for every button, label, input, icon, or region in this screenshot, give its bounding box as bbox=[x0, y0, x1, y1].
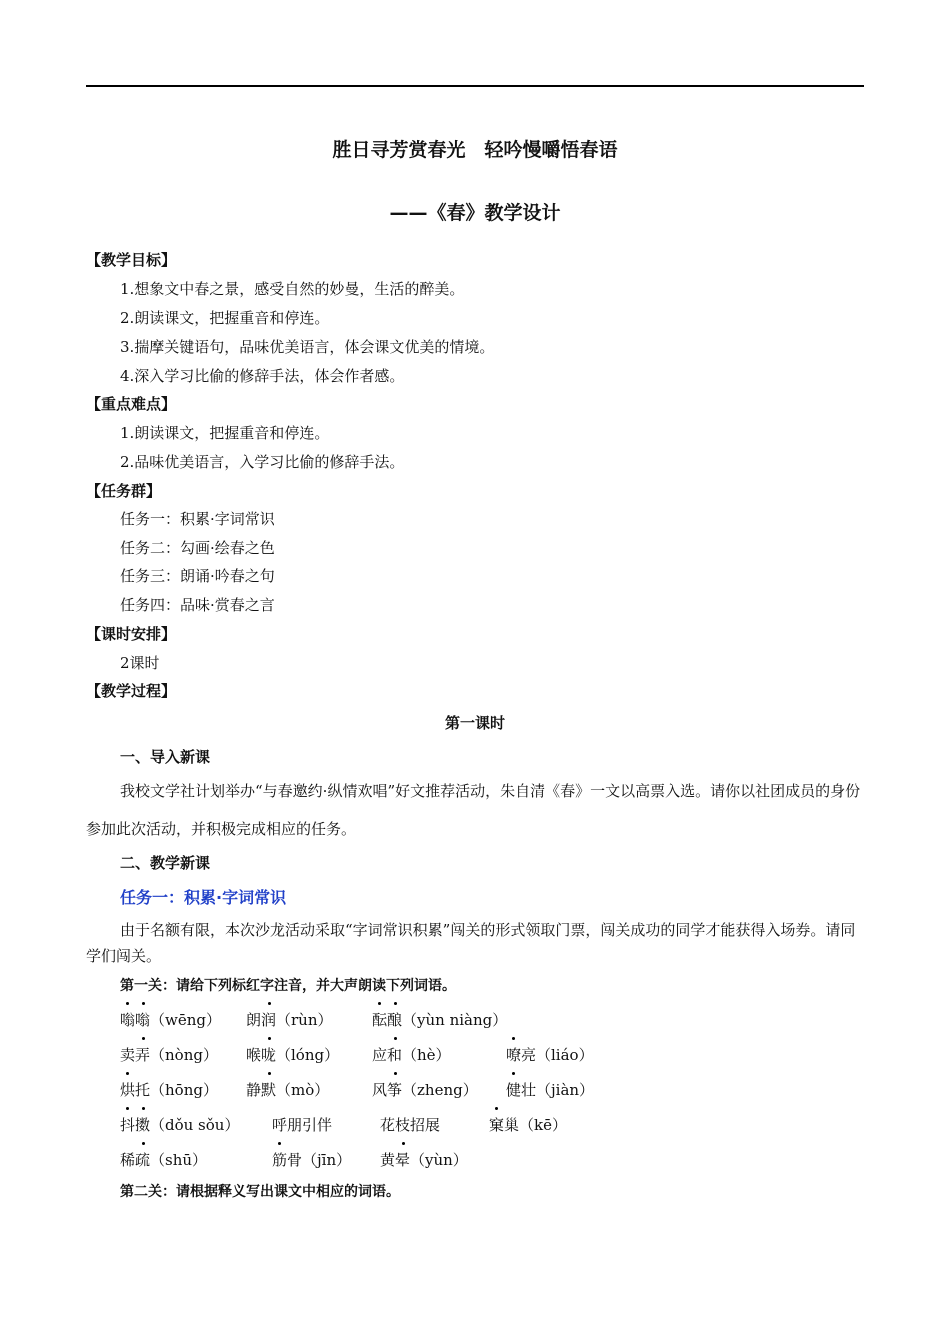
vocab-item bbox=[372, 1010, 507, 1030]
vocab-item bbox=[272, 1115, 332, 1135]
emphasis-dot bbox=[512, 1072, 515, 1075]
emphasis-dot bbox=[142, 1142, 145, 1145]
vocab-item bbox=[120, 1010, 221, 1030]
objectives-heading: 【教学目标】 bbox=[86, 251, 177, 269]
emphasis-dot bbox=[402, 1142, 405, 1145]
vocab-text: 嘹亮（liáo） bbox=[506, 1046, 594, 1064]
vocab-item bbox=[120, 1080, 218, 1100]
vocab-text: 花枝招展 bbox=[380, 1116, 441, 1134]
difficulty-item: 2.品味优美语言，入学习比偷的修辞手法。 bbox=[120, 453, 405, 471]
emphasis-dot bbox=[394, 1037, 397, 1040]
task-item: 任务一：积累·字词常识 bbox=[120, 510, 275, 528]
vocab-item bbox=[372, 1045, 451, 1065]
vocab-item bbox=[372, 1080, 478, 1100]
vocab-item bbox=[380, 1150, 468, 1170]
emphasis-dot bbox=[142, 1002, 145, 1005]
objective-item: 1.想象文中春之景，感受自然的妙曼，生活的醉美。 bbox=[120, 280, 465, 298]
vocab-text: 应和（hè） bbox=[372, 1046, 451, 1064]
process-heading: 【教学过程】 bbox=[86, 682, 177, 700]
vocab-text: 烘托（hōng） bbox=[120, 1081, 218, 1099]
vocab-text: 静默（mò） bbox=[246, 1081, 330, 1099]
difficulties-heading: 【重点难点】 bbox=[86, 395, 177, 413]
emphasis-dot bbox=[126, 1002, 129, 1005]
emphasis-dot bbox=[512, 1037, 515, 1040]
task-item: 任务三：朗诵·吟春之句 bbox=[120, 567, 275, 585]
vocab-text: 风筝（zheng） bbox=[372, 1081, 478, 1099]
objective-item: 4.深入学习比偷的修辞手法，体会作者感。 bbox=[120, 367, 405, 385]
emphasis-dot bbox=[394, 1002, 397, 1005]
intro-paragraph: 我校文学社计划举办“与春邀约·纵情欢唱”好文推荐活动，朱自清《春》一文以高票入选。请你以社团成员的身份参加此次活动，并积极完成相应的任务。 bbox=[86, 782, 861, 838]
vocab-text: 抖擞（dǒu sǒu） bbox=[120, 1116, 240, 1134]
schedule-heading: 【课时安排】 bbox=[86, 625, 177, 643]
emphasis-dot bbox=[268, 1002, 271, 1005]
stage1-instruction: 第一关：请给下列标红字注音，并大声朗读下列词语。 bbox=[120, 978, 456, 994]
task-item: 任务二：勾画·绘春之色 bbox=[120, 539, 275, 557]
page-subtitle: ——《春》教学设计 bbox=[389, 202, 561, 224]
header-rule bbox=[86, 85, 864, 87]
difficulty-item: 1.朗读课文，把握重音和停连。 bbox=[120, 424, 330, 442]
vocab-item bbox=[380, 1115, 440, 1135]
vocab-text: 喉咙（lóng） bbox=[246, 1046, 340, 1064]
emphasis-dot bbox=[394, 1072, 397, 1075]
emphasis-dot bbox=[278, 1142, 281, 1145]
vocab-item bbox=[246, 1045, 339, 1065]
emphasis-dot bbox=[126, 1107, 129, 1110]
emphasis-dot bbox=[378, 1002, 381, 1005]
emphasis-dot bbox=[268, 1072, 271, 1075]
objective-item: 3.揣摩关键语句，品味优美语言，体会课文优美的情境。 bbox=[120, 338, 495, 356]
section-heading: 一、导入新课 bbox=[120, 748, 211, 766]
vocab-item bbox=[489, 1115, 567, 1135]
vocab-item bbox=[506, 1045, 594, 1065]
task-item: 任务四：品味·赏春之言 bbox=[120, 596, 275, 614]
vocab-item bbox=[246, 1080, 329, 1100]
vocab-item bbox=[246, 1010, 333, 1030]
emphasis-dot bbox=[142, 1107, 145, 1110]
stage2-instruction: 第二关：请根据释义写出课文中相应的词语。 bbox=[120, 1184, 400, 1200]
vocab-item bbox=[506, 1080, 594, 1100]
tasks-heading: 【任务群】 bbox=[86, 482, 162, 500]
vocab-item bbox=[120, 1150, 207, 1170]
vocab-text: 窠巢（kē） bbox=[489, 1116, 567, 1134]
section-heading: 二、教学新课 bbox=[120, 854, 211, 872]
vocab-text: 稀疏（shū） bbox=[120, 1151, 208, 1169]
emphasis-dot bbox=[142, 1037, 145, 1040]
task1-title: 任务一：积累·字词常识 bbox=[120, 888, 287, 907]
vocab-text: 呼朋引伴 bbox=[272, 1116, 333, 1134]
schedule-value: 2课时 bbox=[120, 654, 160, 672]
vocab-item bbox=[120, 1115, 239, 1135]
vocab-text: 健壮（jiàn） bbox=[506, 1081, 595, 1099]
emphasis-dot bbox=[268, 1037, 271, 1040]
lesson-title: 第一课时 bbox=[444, 714, 505, 732]
vocab-text: 筋骨（jīn） bbox=[272, 1151, 352, 1169]
task1-description: 由于名额有限，本次沙龙活动采取“字词常识积累”闯关的形式领取门票，闯关成功的同学才能获得入场券。请同学们闯关。 bbox=[86, 921, 856, 965]
vocab-text: 嗡嗡（wēng） bbox=[120, 1011, 221, 1029]
vocab-text: 卖弄（nòng） bbox=[120, 1046, 218, 1064]
vocab-item bbox=[272, 1150, 351, 1170]
objective-item: 2.朗读课文，把握重音和停连。 bbox=[120, 309, 330, 327]
page-title: 胜日寻芳赏春光 轻吟慢嚼悟春语 bbox=[332, 139, 618, 161]
vocab-text: 朗润（rùn） bbox=[246, 1011, 333, 1029]
emphasis-dot bbox=[126, 1072, 129, 1075]
vocab-text: 酝酿（yùn niàng） bbox=[372, 1011, 508, 1029]
emphasis-dot bbox=[495, 1107, 498, 1110]
vocab-item bbox=[120, 1045, 218, 1065]
vocab-text: 黄晕（yùn） bbox=[380, 1151, 468, 1169]
